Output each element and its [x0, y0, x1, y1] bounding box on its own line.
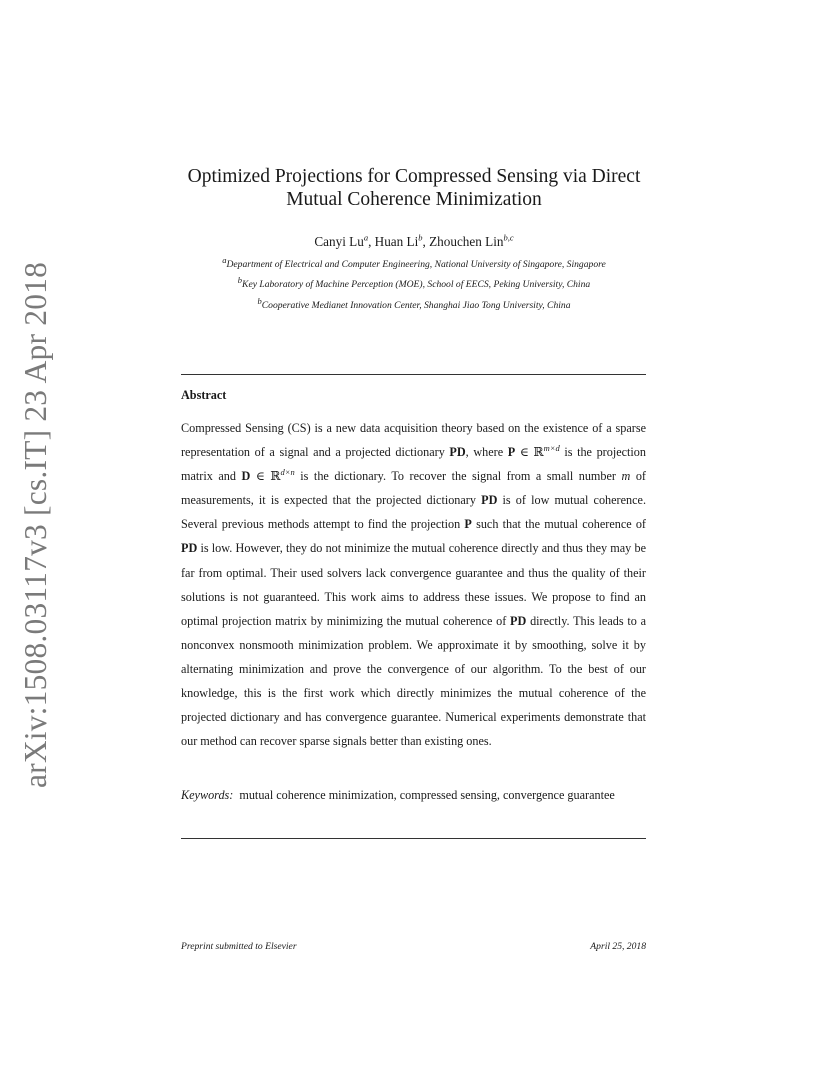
abstract-body [181, 416, 646, 753]
author-affil-mark: b,c [503, 232, 514, 243]
math-dims: d×n [280, 467, 295, 478]
author-name: Canyi Lu [314, 234, 364, 249]
affiliation-text: Key Laboratory of Machine Perception (MOE), School of EECS, Peking University, China [242, 279, 591, 290]
author-affil-mark: b [418, 232, 423, 243]
affiliation [120, 254, 708, 270]
abstract-bottom-rule [181, 838, 646, 839]
title-line-2: Mutual Coherence Minimization [286, 189, 542, 210]
footer-date: April 25, 2018 [590, 941, 646, 952]
affiliation-text: Department of Electrical and Computer Engineering, National University of Singapore, Singapore [226, 259, 606, 270]
affiliation [120, 274, 708, 290]
author-list: Canyi Lu$^a$, Huan Li$^b$, Zhouchen Lin$^{b,c}$ [314, 232, 514, 249]
abstract-text: is the projection matrix and [181, 445, 646, 484]
keywords [181, 783, 621, 807]
abstract-text: , where [465, 445, 508, 460]
affiliation-mark: a [222, 254, 227, 265]
math-D: D [241, 469, 251, 484]
math-PD: PD [481, 493, 498, 508]
math-in-reals: ∈ ℝ [250, 469, 281, 484]
abstract-text: Compressed Sensing (CS) is a new data acquisition theory based on the existence of a sparse representation of a signal and a projected dictionary [181, 421, 646, 460]
abstract-text: is the dictionary. To recover the signal from a small number [294, 469, 622, 484]
abstract-text: such that the mutual coherence of [471, 517, 646, 532]
math-PD: PD [181, 541, 198, 556]
abstract-top-rule [181, 374, 646, 375]
math-in-reals: ∈ ℝ [515, 445, 544, 460]
arxiv-identifier-text: arXiv:1508.03117v3 [cs.IT] 23 Apr 2018 [18, 261, 53, 789]
author-name: Zhouchen Lin [429, 234, 504, 249]
abstract-text: is low. However, they do not minimize the mutual coherence directly and thus they may be far from optimal. Their used solvers lack convergence guarantee and thus the quality of their solutions is not guaranteed. This work aims to address these issues. We propose to find an optimal projection matrix by minimizing the mutual coherence of [181, 541, 646, 628]
paper-title [150, 165, 678, 211]
affiliation-text: Cooperative Medianet Innovation Center, Shanghai Jiao Tong University, China [261, 300, 571, 311]
keywords-text: mutual coherence minimization, compressed sensing, convergence guarantee [239, 788, 615, 802]
title-line-1: Optimized Projections for Compressed Sensing via Direct [187, 166, 641, 187]
author-name: Huan Li [374, 234, 419, 249]
math-dims: m×d [543, 443, 560, 454]
keywords-label: Keywords: [181, 788, 234, 802]
math-m: m [621, 469, 631, 484]
abstract-text: directly. This leads to a nonconvex nonsmooth minimization problem. We approximate it by smoothing, solve it by alternating minimization and prove the convergence of our algorithm. To the best of our knowledge, this is the first work which directly minimizes the mutual coherence of the projected dictionary and has convergence guarantee. Numerical experiments demonstrate that our method can recover sparse signals better than existing ones. [181, 613, 646, 749]
footer-preprint-note: Preprint submitted to Elsevier [181, 941, 297, 952]
math-PD: PD [510, 613, 527, 628]
abstract-heading: Abstract [181, 388, 227, 402]
math-P: P [507, 445, 516, 460]
affiliation [120, 295, 708, 311]
author-affil-mark: a [363, 232, 369, 243]
math-PD: PD [449, 445, 466, 460]
abstract-text: of measurements, it is expected that the projected dictionary [181, 469, 646, 508]
math-P: P [464, 517, 472, 532]
affiliation-mark: b [257, 295, 262, 306]
affiliation-mark: b [237, 274, 243, 285]
abstract-text: is of low mutual coherence. Several previous methods attempt to find the projection [181, 493, 646, 532]
